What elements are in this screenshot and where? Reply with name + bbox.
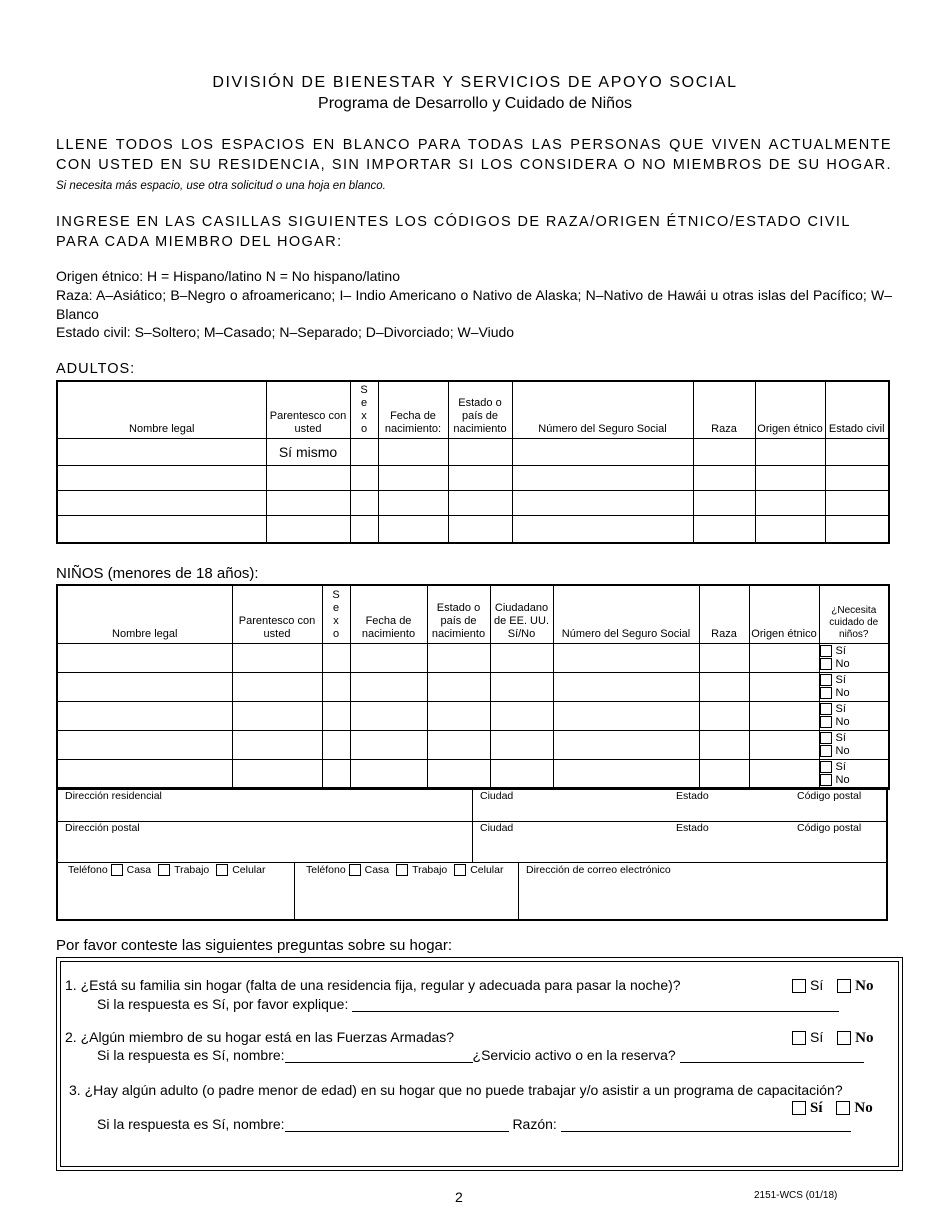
children-heading: NIÑOS (menores de 18 años): <box>56 565 259 582</box>
input-cell[interactable] <box>755 490 825 515</box>
childcare-yes-checkbox[interactable] <box>820 703 832 715</box>
input-cell[interactable] <box>57 515 266 543</box>
input-cell[interactable] <box>490 643 553 672</box>
col-citizen: Ciudadano de EE. UU. Sí/No <box>490 585 553 643</box>
input-cell[interactable] <box>749 759 819 789</box>
page-number: 2 <box>455 1189 463 1205</box>
col-birthplace: Estado o país de nacimiento <box>448 381 512 438</box>
input-cell[interactable] <box>553 730 699 759</box>
input-cell[interactable] <box>699 759 749 789</box>
input-cell[interactable] <box>57 490 266 515</box>
q3-follow <box>97 1116 851 1132</box>
q1-no-checkbox[interactable] <box>837 979 851 993</box>
input-cell[interactable] <box>699 672 749 701</box>
table-row[interactable] <box>57 465 889 490</box>
no-label: No <box>835 715 850 728</box>
page-subtitle: Programa de Desarrollo y Cuidado de Niños <box>318 95 632 112</box>
table-row[interactable] <box>57 701 889 730</box>
no-label: No <box>835 774 850 786</box>
input-cell[interactable] <box>825 465 889 490</box>
phone-2 <box>306 864 503 876</box>
input-cell[interactable] <box>553 701 699 730</box>
input-cell[interactable] <box>350 643 427 672</box>
page-title: DIVISIÓN DE BIENESTAR Y SERVICIOS DE APOYO SOCIAL <box>212 74 738 91</box>
yes-label: Sí <box>810 977 824 993</box>
childcare-cell <box>819 730 889 759</box>
city-label: Ciudad <box>480 822 514 834</box>
input-cell[interactable] <box>350 490 378 515</box>
col-legal-name: Nombre legal <box>57 585 232 643</box>
childcare-no-checkbox[interactable] <box>820 658 832 670</box>
state-label: Estado <box>676 790 709 802</box>
q1-yes-checkbox[interactable] <box>792 979 806 993</box>
phone-1 <box>68 864 265 876</box>
yes-label: Sí <box>810 1100 823 1116</box>
input-cell[interactable] <box>749 672 819 701</box>
yes-label: Sí <box>835 644 846 657</box>
input-cell[interactable] <box>57 701 232 730</box>
input-cell[interactable] <box>490 759 553 789</box>
phone-label: Teléfono <box>306 864 346 876</box>
col-sex <box>350 381 378 438</box>
input-cell[interactable] <box>427 701 490 730</box>
input-cell[interactable] <box>755 438 825 465</box>
input-cell[interactable] <box>749 730 819 759</box>
zip-label: Código postal <box>797 790 862 802</box>
input-cell[interactable] <box>322 701 350 730</box>
table-row[interactable] <box>57 515 889 543</box>
input-cell[interactable] <box>266 490 350 515</box>
q2-name-label: Si la respuesta es Sí, nombre: <box>97 1047 285 1063</box>
childcare-no-checkbox[interactable] <box>820 716 832 728</box>
childcare-yes-checkbox[interactable] <box>820 645 832 657</box>
phone-label: Teléfono <box>68 864 108 876</box>
q2-name-field[interactable] <box>285 1048 473 1063</box>
col-ssn: Número del Seguro Social <box>553 585 699 643</box>
work-label: Trabajo <box>174 864 210 876</box>
table-row[interactable] <box>57 438 889 465</box>
input-cell[interactable] <box>553 759 699 789</box>
col-ssn: Número del Seguro Social <box>512 381 693 438</box>
question-2: 2. ¿Algún miembro de su hogar está en las Fuerzas Armadas? <box>65 1029 455 1045</box>
input-cell[interactable] <box>427 759 490 789</box>
input-cell[interactable] <box>512 515 693 543</box>
instructions-main <box>56 135 892 196</box>
input-cell[interactable] <box>749 701 819 730</box>
col-ethnic: Origen étnico <box>755 381 825 438</box>
input-cell[interactable] <box>693 490 755 515</box>
input-cell[interactable] <box>490 730 553 759</box>
q3-no-checkbox[interactable] <box>836 1101 850 1115</box>
childcare-no-checkbox[interactable] <box>820 687 832 699</box>
input-cell[interactable] <box>266 515 350 543</box>
col-birthdate: Fecha de nacimiento <box>350 585 427 643</box>
q1-explain-field[interactable] <box>352 997 839 1012</box>
input-cell[interactable] <box>512 438 693 465</box>
input-cell[interactable] <box>825 490 889 515</box>
input-cell[interactable] <box>699 730 749 759</box>
childcare-cell <box>819 672 889 701</box>
q3-yes-checkbox[interactable] <box>792 1101 806 1115</box>
table-row[interactable] <box>57 672 889 701</box>
input-cell[interactable] <box>448 490 512 515</box>
work-checkbox[interactable] <box>158 864 170 876</box>
input-cell[interactable] <box>427 643 490 672</box>
input-cell[interactable] <box>350 438 378 465</box>
race-codes: Raza: A–Asiático; B–Negro o afroamericano; I– Indio Americano o Nativo de Alaska; N–Nativo de Hawái u otras islas del Pacífico; W–Blanco <box>56 287 892 322</box>
home-checkbox[interactable] <box>111 864 123 876</box>
relation-self: Sí mismo <box>266 438 350 465</box>
input-cell[interactable] <box>350 730 427 759</box>
col-relationship: Parentesco con usted <box>266 381 350 438</box>
input-cell[interactable] <box>232 643 322 672</box>
input-cell[interactable] <box>322 643 350 672</box>
postal-address-label: Dirección postal <box>65 822 140 834</box>
input-cell[interactable] <box>232 701 322 730</box>
input-cell[interactable] <box>699 701 749 730</box>
questions-box <box>56 957 903 1171</box>
cell-checkbox[interactable] <box>454 864 466 876</box>
q2-answer <box>792 1029 873 1047</box>
no-label: No <box>854 1100 873 1116</box>
home-label: Casa <box>126 864 152 876</box>
q1-follow-label: Si la respuesta es Sí, por favor explique: <box>97 996 349 1012</box>
input-cell[interactable] <box>490 672 553 701</box>
table-row[interactable] <box>57 643 889 672</box>
input-cell[interactable] <box>553 672 699 701</box>
input-cell[interactable] <box>266 465 350 490</box>
col-race: Raza <box>699 585 749 643</box>
childcare-yes-checkbox[interactable] <box>820 674 832 686</box>
input-cell[interactable] <box>350 515 378 543</box>
state-label: Estado <box>676 822 709 834</box>
q2-no-checkbox[interactable] <box>837 1031 851 1045</box>
col-sex-label: S e x o <box>360 383 368 435</box>
col-childcare: ¿Necesita cuidado de niños? <box>819 585 889 643</box>
input-cell[interactable] <box>553 643 699 672</box>
q2-service-label: ¿Servicio activo o en la reserva? <box>472 1047 676 1063</box>
input-cell[interactable] <box>322 672 350 701</box>
table-row[interactable] <box>57 759 889 789</box>
cell-checkbox[interactable] <box>216 864 228 876</box>
col-sex <box>322 585 350 643</box>
q3-name-label: Si la respuesta es Sí, nombre: <box>97 1116 285 1132</box>
children-table <box>56 584 890 790</box>
childcare-cell <box>819 759 889 789</box>
input-cell[interactable] <box>232 730 322 759</box>
yes-label: Sí <box>835 673 846 686</box>
q2-service-field[interactable] <box>680 1048 864 1063</box>
input-cell[interactable] <box>322 759 350 789</box>
instructions-text: LLENE TODOS LOS ESPACIOS EN BLANCO PARA TODAS LAS PERSONAS QUE VIVEN ACTUALMENTE CON USTED EN SU RESIDENCIA, SIN IMPORTAR SI LOS CONSIDERA O NO MIEMBROS DE SU HOGAR. <box>56 137 892 173</box>
input-cell[interactable] <box>693 515 755 543</box>
childcare-yes-checkbox[interactable] <box>820 732 832 744</box>
question-1: 1. ¿Está su familia sin hogar (falta de una residencia fija, regular y adecuada para pasar la noche)? <box>65 977 681 993</box>
no-label: No <box>835 686 850 699</box>
input-cell[interactable] <box>448 465 512 490</box>
marital-codes: Estado civil: S–Soltero; M–Casado; N–Separado; D–Divorciado; W–Viudo <box>56 324 515 340</box>
col-legal-name: Nombre legal <box>57 381 266 438</box>
input-cell[interactable] <box>322 730 350 759</box>
no-label: No <box>855 978 874 994</box>
instructions-note: Si necesita más espacio, use otra solicitud o una hoja en blanco. <box>56 180 386 192</box>
input-cell[interactable] <box>825 438 889 465</box>
input-cell[interactable] <box>350 672 427 701</box>
input-cell[interactable] <box>448 438 512 465</box>
childcare-cell <box>819 701 889 730</box>
input-cell[interactable] <box>57 465 266 490</box>
input-cell[interactable] <box>755 465 825 490</box>
input-cell[interactable] <box>512 490 693 515</box>
work-label: Trabajo <box>412 864 448 876</box>
adults-heading: ADULTOS: <box>56 361 136 377</box>
input-cell[interactable] <box>427 730 490 759</box>
input-cell[interactable] <box>378 515 448 543</box>
input-cell[interactable] <box>350 759 427 789</box>
input-cell[interactable] <box>57 643 232 672</box>
childcare-cell <box>819 643 889 672</box>
questions-heading: Por favor conteste las siguientes preguntas sobre su hogar: <box>56 937 453 954</box>
input-cell[interactable] <box>378 490 448 515</box>
input-cell[interactable] <box>427 672 490 701</box>
city-label: Ciudad <box>480 790 514 802</box>
table-row[interactable] <box>57 490 889 515</box>
childcare-yes-checkbox[interactable] <box>820 761 832 773</box>
no-label: No <box>835 657 850 670</box>
input-cell[interactable] <box>57 672 232 701</box>
email-label: Dirección de correo electrónico <box>526 864 671 876</box>
yes-label: Sí <box>835 731 846 744</box>
q2-yes-checkbox[interactable] <box>792 1031 806 1045</box>
childcare-no-checkbox[interactable] <box>820 745 832 757</box>
table-row[interactable] <box>57 730 889 759</box>
input-cell[interactable] <box>693 465 755 490</box>
col-ethnic: Origen étnico <box>749 585 819 643</box>
zip-label: Código postal <box>797 822 862 834</box>
no-label: No <box>855 1030 874 1046</box>
question-3: 3. ¿Hay algún adulto (o padre menor de edad) en su hogar que no puede trabajar y/o asistir a un programa de capacitación? <box>69 1082 843 1098</box>
input-cell[interactable] <box>378 465 448 490</box>
no-label: No <box>835 744 850 757</box>
cell-label: Celular <box>470 864 504 876</box>
yes-label: Sí <box>835 702 846 715</box>
childcare-no-checkbox[interactable] <box>820 774 832 786</box>
residential-address-label: Dirección residencial <box>65 790 162 802</box>
col-sex-label: S e x o <box>332 588 340 640</box>
col-marital: Estado civil <box>825 381 889 438</box>
input-cell[interactable] <box>378 438 448 465</box>
input-cell[interactable] <box>350 465 378 490</box>
input-cell[interactable] <box>749 643 819 672</box>
input-cell[interactable] <box>448 515 512 543</box>
col-relationship: Parentesco con usted <box>232 585 322 643</box>
adults-table <box>56 380 890 544</box>
input-cell[interactable] <box>512 465 693 490</box>
input-cell[interactable] <box>57 759 232 789</box>
q3-reason-field[interactable] <box>561 1117 851 1132</box>
home-label: Casa <box>364 864 390 876</box>
q3-reason-label: Razón: <box>512 1116 557 1132</box>
yes-label: Sí <box>835 761 846 773</box>
input-cell[interactable] <box>57 438 266 465</box>
q1-follow <box>97 996 839 1012</box>
q2-follow <box>97 1047 864 1063</box>
input-cell[interactable] <box>232 759 322 789</box>
input-cell[interactable] <box>825 515 889 543</box>
col-birthplace: Estado o país de nacimiento <box>427 585 490 643</box>
col-birthdate: Fecha de nacimiento: <box>378 381 448 438</box>
codes-intro: INGRESE EN LAS CASILLAS SIGUIENTES LOS CÓDIGOS DE RAZA/ORIGEN ÉTNICO/ESTADO CIVIL PARA CADA MIEMBRO DEL HOGAR: <box>56 214 851 250</box>
home-checkbox[interactable] <box>349 864 361 876</box>
input-cell[interactable] <box>699 643 749 672</box>
col-race: Raza <box>693 381 755 438</box>
cell-label: Celular <box>232 864 266 876</box>
yes-label: Sí <box>810 1029 824 1045</box>
q3-name-field[interactable] <box>285 1117 509 1132</box>
input-cell[interactable] <box>232 672 322 701</box>
form-id: 2151-WCS (01/18) <box>754 1190 838 1201</box>
q3-answer <box>792 1099 873 1117</box>
ethnic-codes: Origen étnico: H = Hispano/latino N = No hispano/latino <box>56 268 400 284</box>
address-block <box>56 787 888 921</box>
input-cell[interactable] <box>490 701 553 730</box>
input-cell[interactable] <box>755 515 825 543</box>
input-cell[interactable] <box>57 730 232 759</box>
input-cell[interactable] <box>693 438 755 465</box>
work-checkbox[interactable] <box>396 864 408 876</box>
input-cell[interactable] <box>350 701 427 730</box>
q1-answer <box>792 977 873 995</box>
